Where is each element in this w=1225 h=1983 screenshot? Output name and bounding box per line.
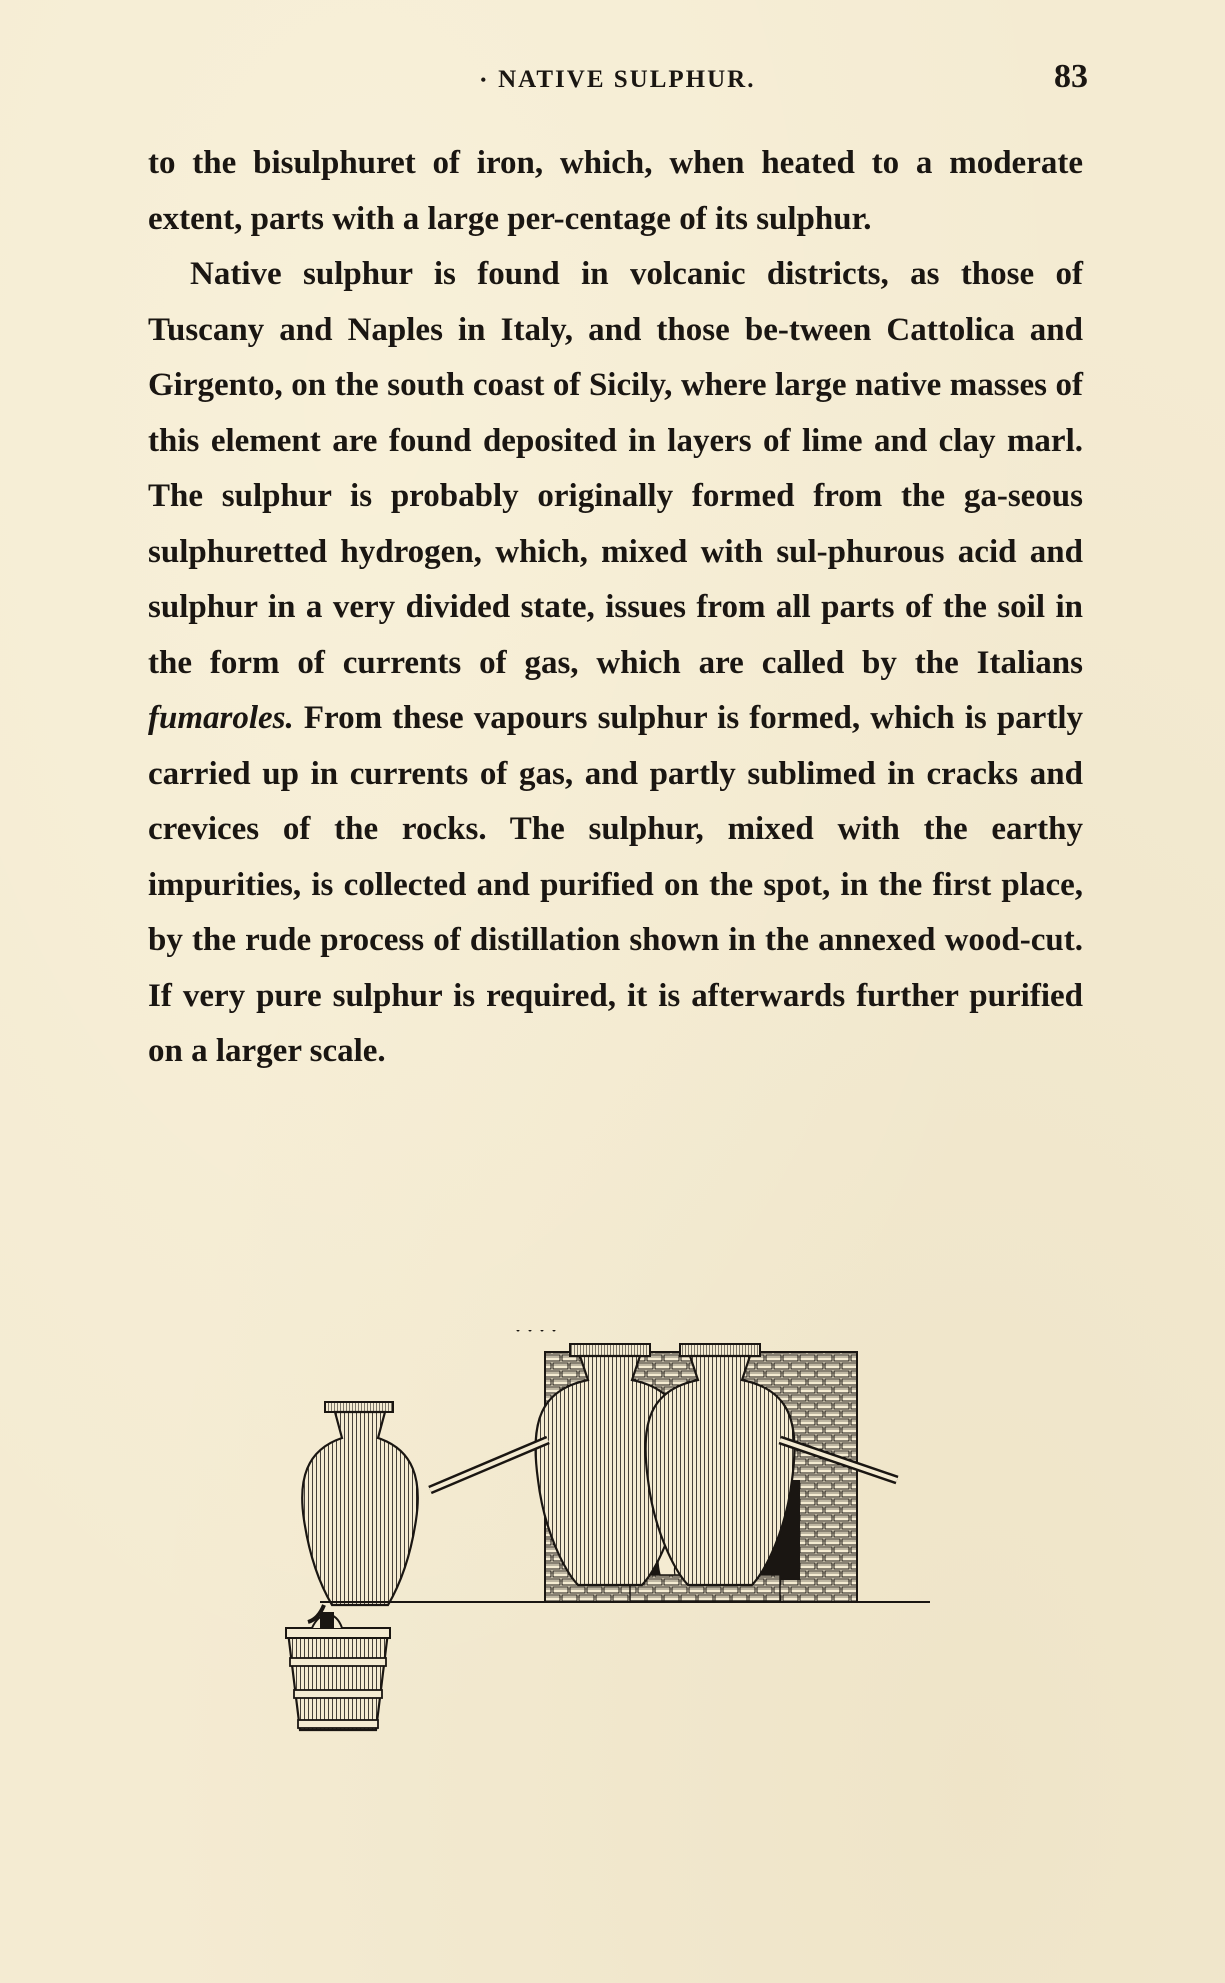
page-number: 83 <box>1054 58 1088 95</box>
italic-term: fumaroles. <box>148 700 294 736</box>
running-title <box>148 66 1088 94</box>
paragraph: to the bisulphuret of iron, which, when heated to a moderate extent, parts with a large per-centage of its sulphur. <box>148 145 1083 237</box>
paragraph-text: Native sulphur is found in volcanic districts, as those of Tuscany and Naples in Italy, and those be-tween Cattolica and Girgento, on the south coast of Sicily, where large native masses of this element are found deposited in layers of lime and clay marl. The sulphur is probably originally formed from the ga-seous sulphuretted hydrogen, which, mixed with sul-phurous acid and sulphur in a very divided state, issues from all parts of the soil in the form of currents of gas, which are called by the Italians <box>148 256 1083 681</box>
dotted-mark <box>517 1330 556 1332</box>
distillation-woodcut <box>280 1330 960 1740</box>
chapter-title: NATIVE SULPHUR. <box>498 66 756 93</box>
receiver-jar <box>302 1402 418 1622</box>
bucket <box>286 1612 390 1730</box>
running-head <box>148 58 1088 108</box>
paragraph <box>148 247 1083 1080</box>
paragraph-text: From these vapours sulphur is formed, which is partly carried up in currents of gas, and partly sublimed in cracks and crevices of the rocks. The sulphur, mixed with the earthy impurities, is collected and purified on the spot, in the first place, by the rude process of distillation shown in the annexed wood-cut. If very pure sulphur is required, it is afterwards further purified on a larger scale. <box>148 700 1083 1069</box>
body-text <box>148 136 1083 1080</box>
bullet-icon: • <box>480 72 489 90</box>
